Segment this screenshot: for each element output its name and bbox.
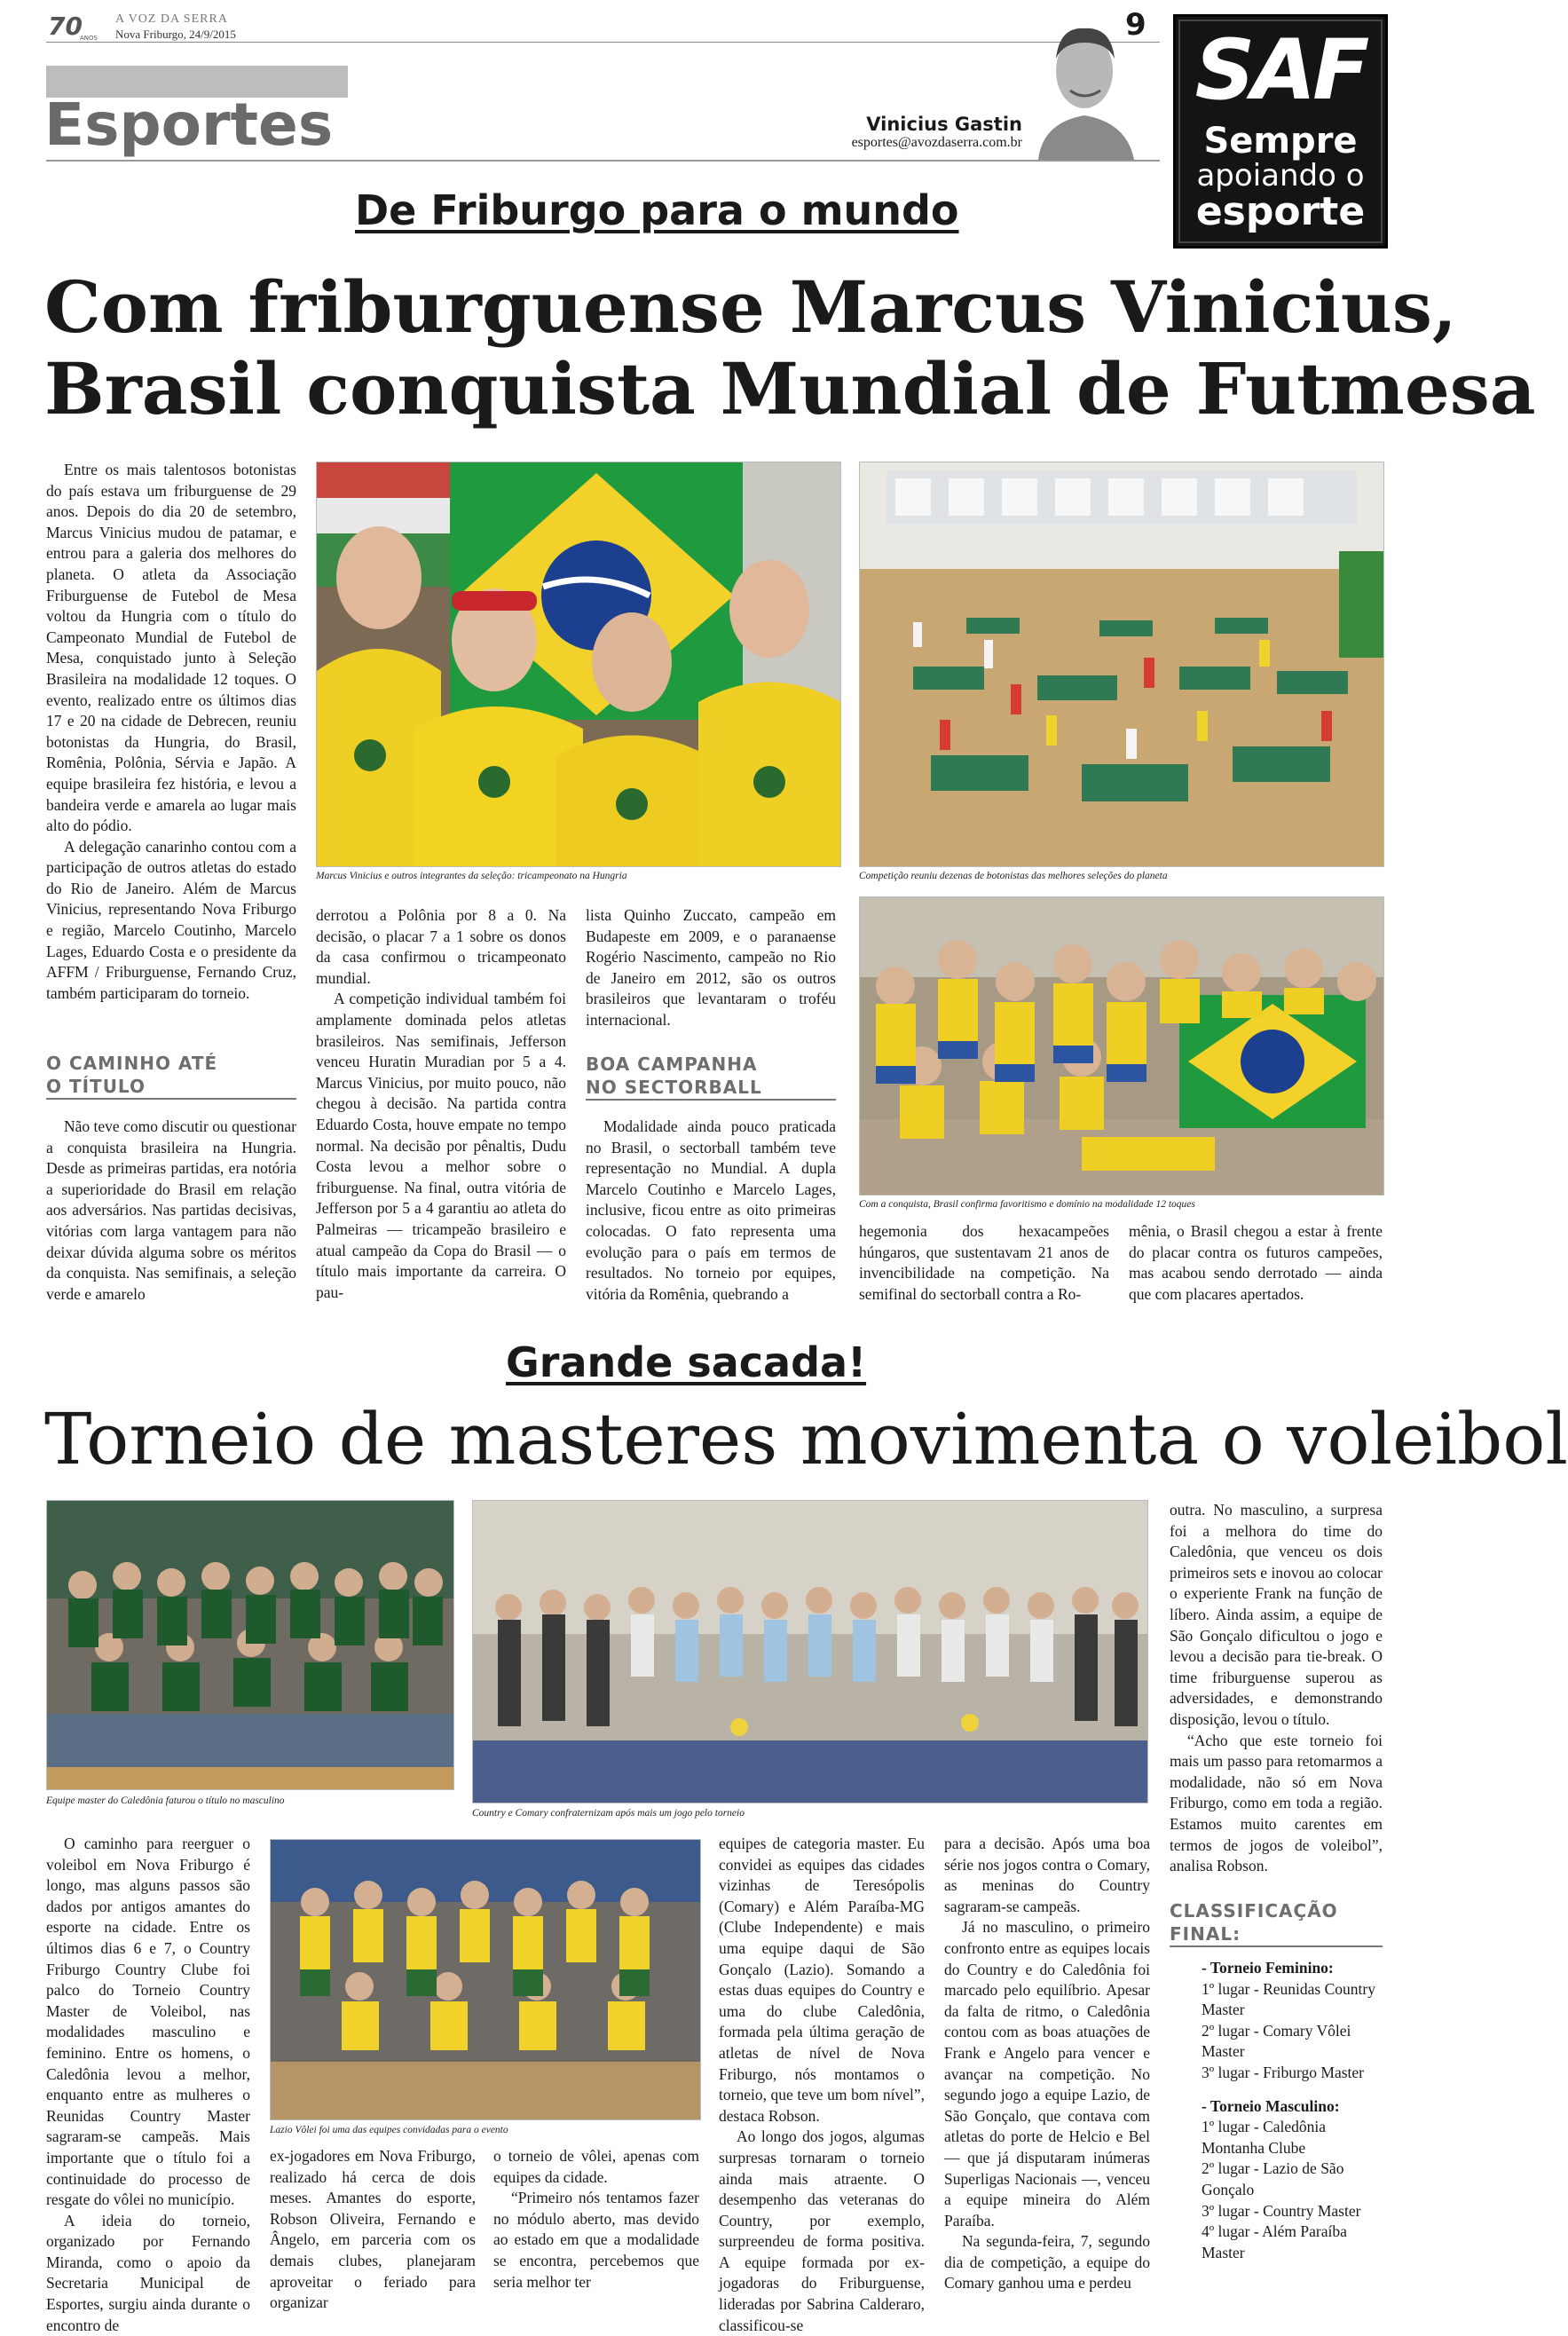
saf-brand: SAF xyxy=(1194,22,1367,119)
section-title: Esportes xyxy=(44,91,334,159)
photo-brazil-celebration xyxy=(859,896,1384,1196)
saf-line3: esporte xyxy=(1195,189,1366,234)
story1-column-1b xyxy=(46,1117,296,1305)
caption-photo-5: Country e Comary confraternizam após mais um jogo pelo torneio xyxy=(472,1808,745,1819)
story1-column-5 xyxy=(1129,1221,1383,1305)
caption-photo-6: Lazio Vôlei foi uma das equipes convidadas para o evento xyxy=(270,2125,508,2135)
story1-paragraph: A competição individual também foi amplamente dominada pelos atletas brasileiros. Nas semifinais, Jefferson venceu Huratin Muradian por 5 a 4. Marcus Vinicius, por muito pouco, não chegou à decisão. Na partida contra Eduardo Costa, houve empate no tempo normal. Na decisão por pênaltis, Dudu Costa levou a melhor sobre o friburguense. Na final, outra vitória de Jefferson por 5 a 4 garantiu ao atleta do Palmeiras — tricampeão brasileiro e atual campeão da Copa do Brasil — o título mais importante da carreira. O pau- xyxy=(316,990,566,1301)
section-rule xyxy=(46,160,1160,162)
story1-paragraph: Não teve como discutir ou questionar a conquista brasileira na Hungria. Desde as primeiras partidas, era notória a superioridade do Brasil em relação aos adversários. Nas partidas decisivas, vitórias com larga vantagem para não deixar dúvida alguma sobre os méritos da conquista. Nas semifinais, a seleção verde e amarelo xyxy=(46,1117,296,1303)
caption-photo-2: Competição reuniu dezenas de botonistas das melhores seleções do planeta xyxy=(859,871,1168,881)
photo-caledonia-team xyxy=(46,1500,454,1790)
story2-paragraph: Na segunda-feira, 7, segundo dia de competição, a equipe do Comary ganhou uma e perdeu xyxy=(944,2232,1150,2293)
story2-paragraph: equipes de categoria master. Eu convidei as equipes das cidades vizinhas de Teresópolis (Comary) e Além Paraíba-MG (Clube Independente) e mais uma equipe daqui de São Gonçalo (Lazio). Somando a estas duas equipes do Country e uma do clube Caledônia, formada pela última geração de atletas de nível de Nova Friburgo, nós montamos o torneio, que teve um bom nível”, destaca Robson. xyxy=(719,1835,925,2125)
story2-paragraph: “Primeiro nós tentamos fazer no módulo aberto, mas devido ao estado em que a modalidade se encontra, percebemos que seria melhor ter xyxy=(493,2189,699,2291)
story2-paragraph: A ideia do torneio, organizado por Fernando Miranda, como o apoio da Secretaria Municipal de Esportes, surgiu ainda durante o encontro de xyxy=(46,2211,250,2334)
saf-line1: Sempre xyxy=(1203,121,1358,162)
story2-column-3 xyxy=(493,2146,699,2293)
columnist-name: Vinicius Gastin xyxy=(866,114,1022,135)
photo-competition-gym xyxy=(859,462,1384,867)
dateline: Nova Friburgo, 24/9/2015 xyxy=(115,28,236,41)
story1-paragraph: A delegação canarinho contou com a participação de outros atletas do estado do Rio de Janeiro. Além de Marcus Vinicius, representando Nova Friburgo e região, Marcelo Coutinho, Marcelo Lages, Eduardo Costa e o presidente da AFFM / Friburguense, Fernando Cruz, também participaram do torneio. xyxy=(46,837,296,1002)
photo-country-comary xyxy=(472,1500,1148,1803)
story2-paragraph: para a decisão. Após uma boa série nos jogos contra o Comary, as meninas do Country sagraram-se campeãs. xyxy=(944,1835,1150,1915)
photo-brazil-team-flag xyxy=(316,462,841,867)
story2-column-2 xyxy=(270,2146,476,2314)
story2-column-6 xyxy=(1170,1500,1383,1877)
story2-column-4 xyxy=(719,1834,925,2336)
caption-photo-3: Com a conquista, Brasil confirma favoritismo e domínio na modalidade 12 toques xyxy=(859,1199,1195,1210)
story1-paragraph: hegemonia dos hexacampeões húngaros, que sustentavam 21 anos de invencibilidade na competição. Na semifinal do sectorball contra a Ro- xyxy=(859,1222,1109,1303)
story1-column-1 xyxy=(46,460,296,1004)
story1-column-2 xyxy=(316,905,566,1303)
story1-column-3 xyxy=(586,905,836,1031)
story1-paragraph: Entre os mais talentosos botonistas do país estava um friburguense de 29 anos. Depois do dia 20 de setembro, Marcus Vinicius mudou de patamar, e entrou para a galeria dos melhores do planeta. O atleta da Associação Friburguense de Futebol de Mesa voltou da Hungria com o título do Campeonato Mundial de Futebol de Mesa, conquistado junto à Seleção Brasileira na modalidade 12 toques. O evento, realizado entre os últimos dias 17 e 20 na cidade de Debrecen, reuniu botonistas da Hungria, do Brasil, Romênia, Polônia, Sérvia e Japão. A equipe brasileira fez história, e levou a bandeira verde e amarela ao lugar mais alto do pódio. xyxy=(46,461,296,835)
story2-paragraph: outra. No masculino, a surpresa foi a melhora do time do Caledônia, que venceu os dois primeiros sets e inovou ao colocar o experiente Frank na função de líbero. Ainda assim, a equipe de São Gonçalo dificultou o jogo e levou a decisão para tie-break. O time friburguense superou as adversidades, e demonstrando disposição, levou o título. xyxy=(1170,1501,1383,1728)
story1-subhead-sectorball: BOA CAMPANHA NO SECTORBALL xyxy=(586,1053,836,1101)
male-result: 4º lugar - Além Paraíba Master xyxy=(1202,2222,1347,2261)
story2-paragraph: o torneio de vôlei, apenas com equipes da cidade. xyxy=(493,2147,699,2186)
male-result: 3º lugar - Country Master xyxy=(1202,2201,1361,2220)
male-result: 1º lugar - Caledônia Montanha Clube xyxy=(1202,2118,1327,2157)
page-number: 9 xyxy=(1125,7,1146,43)
columnist-photo xyxy=(1029,16,1140,160)
male-tournament-title: - Torneio Masculino: xyxy=(1202,2096,1340,2115)
story2-paragraph: Ao longo dos jogos, algumas surpresas tornaram o torneio ainda mais atraente. O desempenho das veteranas do Country, por exemplo, surpreendeu de forma positiva. A equipe formada por ex-jogadoras do Friburguense, lideradas por Sabrina Calderaro, classificou-se xyxy=(719,2127,925,2334)
story2-headline: Torneio de masteres movimenta o voleibol xyxy=(44,1398,1568,1480)
female-tournament-title: - Torneio Feminino: xyxy=(1202,1959,1334,1977)
saf-ad xyxy=(1173,14,1388,249)
story1-column-4 xyxy=(859,1221,1109,1305)
classification-list xyxy=(1170,1958,1383,2263)
caption-photo-1: Marcus Vinicius e outros integrantes da seleção: tricampeonato na Hungria xyxy=(316,871,627,881)
story1-kicker: De Friburgo para o mundo xyxy=(355,186,959,234)
caption-photo-4: Equipe master do Caledônia faturou o título no masculino xyxy=(46,1795,285,1806)
female-result: 1º lugar - Reunidas Country Master xyxy=(1202,1979,1375,2019)
story1-subhead-caminho: O CAMINHO ATÉ O TÍTULO xyxy=(46,1052,296,1100)
saf-line2: apoiando o xyxy=(1196,158,1365,193)
paper-name: A VOZ DA SERRA xyxy=(115,12,228,26)
masthead-rule xyxy=(46,42,1160,43)
logo-number: 70 xyxy=(48,12,83,41)
story1-paragraph: mênia, o Brasil chegou a estar à frente do placar contra os futuros campeões, mas acabou sendo derrotado — ainda que com placares apertados. xyxy=(1129,1222,1383,1303)
spacer xyxy=(1170,2084,1383,2096)
story2-paragraph: O caminho para reerguer o voleibol em Nova Friburgo é longo, mas alguns passos são dados por antigos amantes do esporte na cidade. Entre os últimos dias 6 e 7, o Country Friburgo Country Clube foi palco do Torneio Country Master de Voleibol, nas modalidades masculino e feminino. Entre os homens, o Caledônia levou a melhor, enquanto entre as mulheres o Reunidas Country Master sagraram-se campeãs. Mais importante que o título foi a continuidade do processo de resgate do vôlei no município. xyxy=(46,1835,250,2209)
story2-column-5 xyxy=(944,1834,1150,2294)
story1-column-3b xyxy=(586,1117,836,1305)
logo-sub: ANOS xyxy=(80,35,98,42)
photo-lazio-volei xyxy=(270,1839,701,2120)
female-result: 2º lugar - Comary Vôlei Master xyxy=(1202,2021,1351,2061)
story2-kicker: Grande sacada! xyxy=(506,1338,867,1386)
story2-column-1 xyxy=(46,1834,250,2336)
columnist-email: esportes@avozdaserra.com.br xyxy=(851,135,1022,150)
story1-paragraph: derrotou a Polônia por 8 a 0. Na decisão, o placar 7 a 1 sobre os donos da casa confirmou o tricampeonato mundial. xyxy=(316,906,566,987)
story1-paragraph: Modalidade ainda pouco praticada no Brasil, o sectorball também teve representação no Mundial. A dupla Marcelo Coutinho e Marcelo Lages, inclusive, ficou entre as oito primeiras colocadas. O fato representa uma evolução para o país em termos de resultados. No torneio por equipes, vitória da Romênia, quebrando a xyxy=(586,1117,836,1303)
story1-paragraph: lista Quinho Zuccato, campeão em Budapeste em 2009, e o paranaense Rogério Nascimento, campeão no Rio de Janeiro em 2012, são os outros brasileiros que levantaram o troféu internacional. xyxy=(586,906,836,1029)
story2-paragraph: “Acho que este torneio foi mais um passo para retomarmos a modalidade, não só em Nova Friburgo, como em toda a região. Estamos muito carentes em termos de jogos de voleibol”, analisa Robson. xyxy=(1170,1731,1383,1875)
male-result: 2º lugar - Lazio de São Gonçalo xyxy=(1202,2159,1344,2198)
classification-heading: CLASSIFICAÇÃO FINAL: xyxy=(1170,1899,1383,1947)
female-result: 3º lugar - Friburgo Master xyxy=(1202,2063,1364,2081)
story1-headline-line1: Com friburguense Marcus Vinicius, xyxy=(44,265,1457,349)
story2-paragraph: Já no masculino, o primeiro confronto entre as equipes locais do Country e do Caledônia foi marcado pelo equilíbrio. Apesar da falta de ritmo, o Caledônia contou com as boas atuações de Frank e Angelo para vencer e avançar na competição. No segundo jogo a equipe Lazio, de São Gonçalo, que contava com atletas do porte de Helcio e Bel — que já disputaram inúmeras Superligas Nacionais —, venceu a equipe mineira do Além Paraíba. xyxy=(944,1918,1150,2229)
story1-headline-line2: Brasil conquista Mundial de Futmesa xyxy=(44,347,1536,430)
story2-paragraph: ex-jogadores em Nova Friburgo, realizado há cerca de dois meses. Amantes do esporte, Robson Oliveira, Fernando e Ângelo, em parceria com os demais clubes, planejaram aproveitar o feriado para organizar xyxy=(270,2147,476,2312)
paper-logo xyxy=(46,11,101,43)
